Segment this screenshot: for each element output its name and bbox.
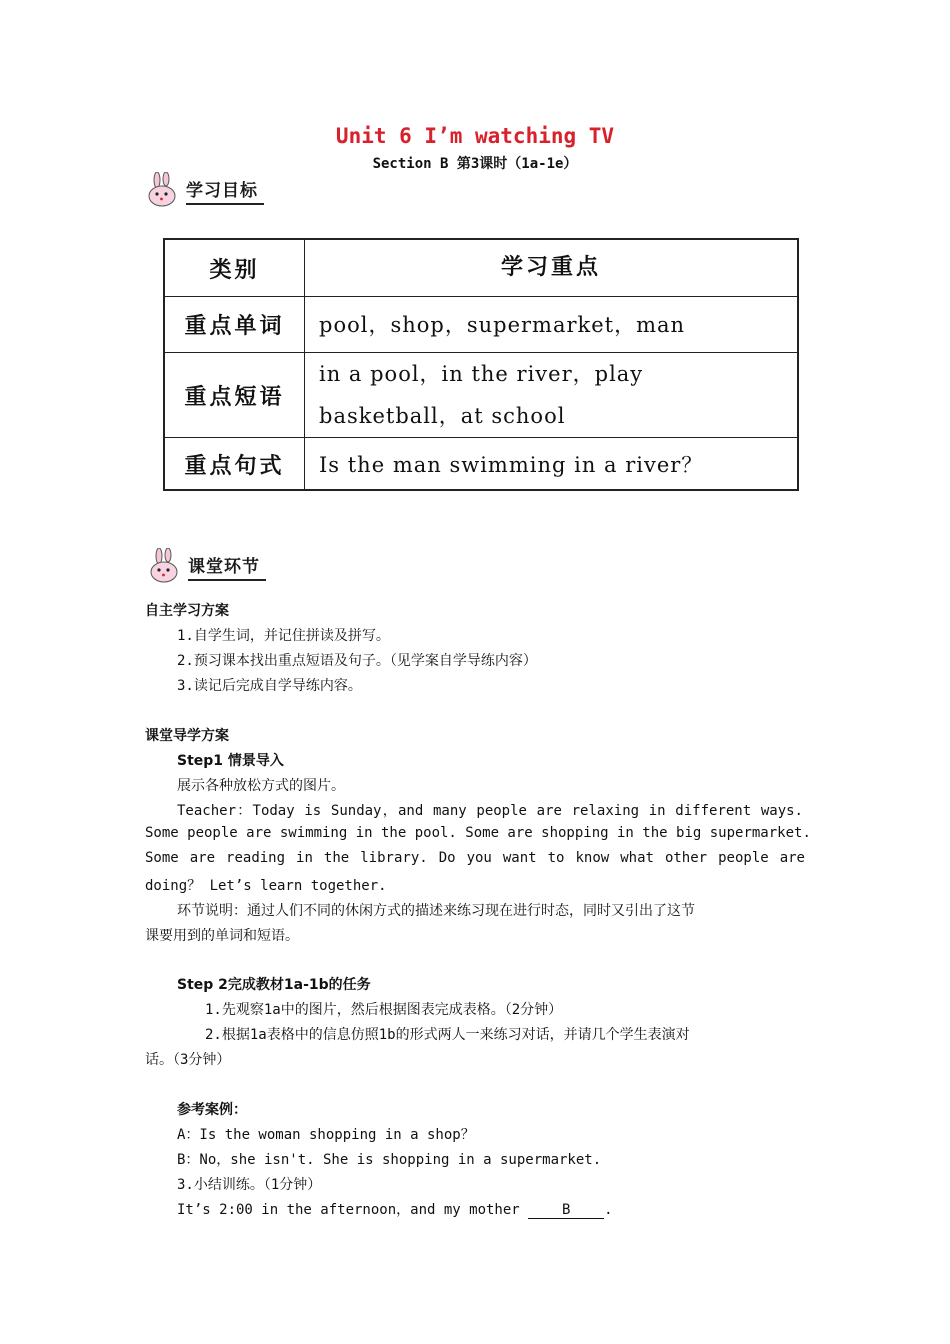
page-title: Unit 6 I’m watching TV: [335, 124, 615, 148]
key-points-table: [163, 238, 799, 491]
text-line: Teacher：Today is Sunday，and many people are relaxing in different ways.: [177, 803, 803, 819]
example-heading: 参考案例：: [177, 1102, 247, 1118]
step1-title: Step1 情景导入: [177, 753, 284, 769]
sentence-prefix: It’s 2:00 in the afternoon，and my mother: [177, 1202, 520, 1218]
answer-blank: B: [528, 1202, 604, 1219]
rabbit-icon: [146, 172, 182, 208]
list-item: 1.自学生词，并记住拼读及拼写。: [177, 628, 390, 644]
text-line: 展示各种放松方式的图片。: [177, 778, 345, 794]
dialogue-line: A：Is the woman shopping in a shop？: [177, 1127, 475, 1143]
table-cell-content: pool，shop，supermarket，man: [319, 312, 686, 337]
fill-in-sentence: [177, 1199, 613, 1219]
text-line: 课要用到的单词和短语。: [145, 928, 299, 944]
table-cell-category: 重点句式: [165, 438, 305, 491]
table-cell-content: Is the man swimming in a river？: [319, 452, 704, 477]
table-cell-content: in a pool，in the river，play basketball，at school: [319, 362, 644, 428]
table-header-content: 学习重点: [500, 255, 601, 280]
list-item: 2.预习课本找出重点短语及句子。（见学案自学导练内容）: [177, 653, 537, 669]
table-header-category: 类别: [165, 240, 305, 296]
table-cell-category: 重点单词: [165, 297, 305, 352]
text-line: Some people are swimming in the pool. Some are shopping in the big supermarket.: [145, 825, 811, 841]
rabbit-icon: [148, 548, 184, 584]
table-header-row: [165, 240, 797, 297]
text-line: Some are reading in the library. Do you want to know what other people are: [145, 850, 805, 866]
table-cell-category: 重点短语: [165, 353, 305, 437]
step2-title: Step 2完成教材1a-1b的任务: [177, 977, 371, 993]
page-subtitle: Section B 第3课时（1a-1e）: [372, 156, 578, 172]
table-row: [165, 297, 797, 353]
text-line: doing？ Let’s learn together.: [145, 878, 387, 894]
sentence-suffix: .: [604, 1202, 613, 1218]
table-row: [165, 353, 797, 438]
goals-badge: [146, 172, 264, 208]
text-line: 2.根据1a表格中的信息仿照1b的形式两人一来练习对话，并请几个学生表演对: [205, 1027, 690, 1043]
text-line: 3.小结训练。（1分钟）: [177, 1177, 322, 1193]
goals-label: 学习目标: [186, 176, 264, 205]
class-label: 课堂环节: [188, 552, 266, 581]
text-line: 1.先观察1a中的图片，然后根据图表完成表格。（2分钟）: [205, 1002, 563, 1018]
text-line: 话。（3分钟）: [145, 1052, 231, 1068]
table-row: [165, 438, 797, 491]
class-guide-heading: 课堂导学方案: [145, 728, 229, 744]
dialogue-line: B：No，she isn't. She is shopping in a supermarket.: [177, 1152, 602, 1168]
text-line: 环节说明：通过人们不同的休闲方式的描述来练习现在进行时态，同时又引出了这节: [177, 903, 695, 919]
class-badge: [148, 548, 266, 584]
self-study-heading: 自主学习方案: [145, 603, 229, 619]
list-item: 3.读记后完成自学导练内容。: [177, 678, 362, 694]
